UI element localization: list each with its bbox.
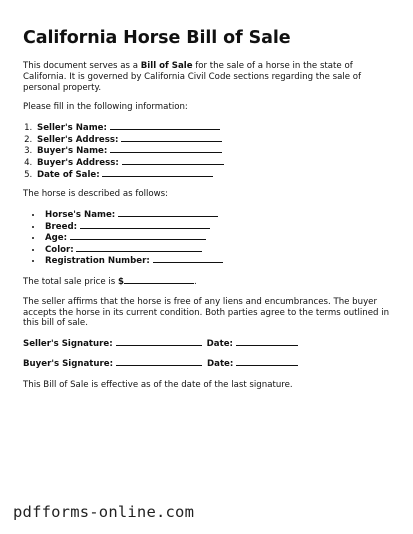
buyer-signature-label: Buyer's Signature: <box>23 359 114 370</box>
party-item-buyer-name <box>35 145 395 157</box>
party-item-seller-name <box>35 122 395 134</box>
intro-paragraph <box>23 61 395 93</box>
seller-name-field[interactable] <box>110 122 220 130</box>
registration-number-field[interactable] <box>153 255 223 263</box>
buyer-date-field[interactable] <box>236 358 298 366</box>
color-field[interactable] <box>76 244 202 252</box>
fill-prompt: Please fill in the following information: <box>23 102 188 113</box>
date-of-sale-field[interactable] <box>102 169 213 177</box>
seller-date-field[interactable] <box>236 338 298 346</box>
field-label: Buyer's Name: <box>37 146 108 157</box>
horse-item-name <box>43 209 395 221</box>
horse-name-field[interactable] <box>118 209 218 217</box>
buyer-signature-field[interactable] <box>116 358 202 366</box>
field-label: Horse's Name: <box>45 209 116 220</box>
intro-bold-term: Bill of Sale <box>140 61 193 71</box>
seller-date-label: Date: <box>206 339 233 350</box>
party-item-date-of-sale <box>35 169 395 181</box>
price-period: . <box>193 276 197 287</box>
field-label: Color: <box>45 244 74 255</box>
field-label: Registration Number: <box>45 256 150 267</box>
party-item-seller-address <box>35 134 395 146</box>
intro-text-end: for the sale of a horse in the state of California. It is governed by California Civil Code sections regarding the sale of personal property. <box>23 61 362 93</box>
seller-signature-field[interactable] <box>116 338 202 346</box>
currency-symbol: $ <box>117 276 124 287</box>
party-item-buyer-address <box>35 157 395 169</box>
field-label: Seller's Address: <box>37 134 119 145</box>
field-label: Breed: <box>45 221 78 232</box>
buyer-signature-line <box>23 358 395 369</box>
sale-price-field[interactable] <box>124 276 194 284</box>
field-label: Age: <box>45 233 68 244</box>
field-label: Seller's Name: <box>37 123 107 134</box>
age-field[interactable] <box>70 232 206 240</box>
buyer-date-label: Date: <box>207 359 234 370</box>
horse-item-breed <box>43 221 395 233</box>
price-text: The total sale price is <box>23 276 118 287</box>
affirmation-paragraph: The seller affirms that the horse is free of any liens and encumbrances. The buyer accepts the horse in its current condition. Both parties agree to the terms outlined in this bill of sale. <box>23 296 390 329</box>
buyer-address-field[interactable] <box>122 157 224 165</box>
breed-field[interactable] <box>80 221 210 229</box>
price-line <box>23 276 395 288</box>
document <box>23 28 395 400</box>
horse-item-color <box>43 244 395 256</box>
buyer-name-field[interactable] <box>110 145 222 153</box>
horse-description-list <box>23 209 395 267</box>
field-label: Date of Sale: <box>37 169 100 180</box>
horse-item-registration <box>43 255 395 267</box>
document-title: California Horse Bill of Sale <box>23 28 291 48</box>
intro-text-start: This document serves as a <box>23 61 141 71</box>
horse-item-age <box>43 232 395 244</box>
seller-signature-label: Seller's Signature: <box>23 339 113 350</box>
seller-signature-line <box>23 338 395 349</box>
party-list <box>23 122 395 180</box>
horse-prompt: The horse is described as follows: <box>23 189 169 200</box>
field-label: Buyer's Address: <box>37 157 119 168</box>
effective-statement: This Bill of Sale is effective as of the date of the last signature. <box>23 380 293 391</box>
seller-address-field[interactable] <box>121 134 222 142</box>
watermark: pdfforms-online.com <box>13 503 195 521</box>
